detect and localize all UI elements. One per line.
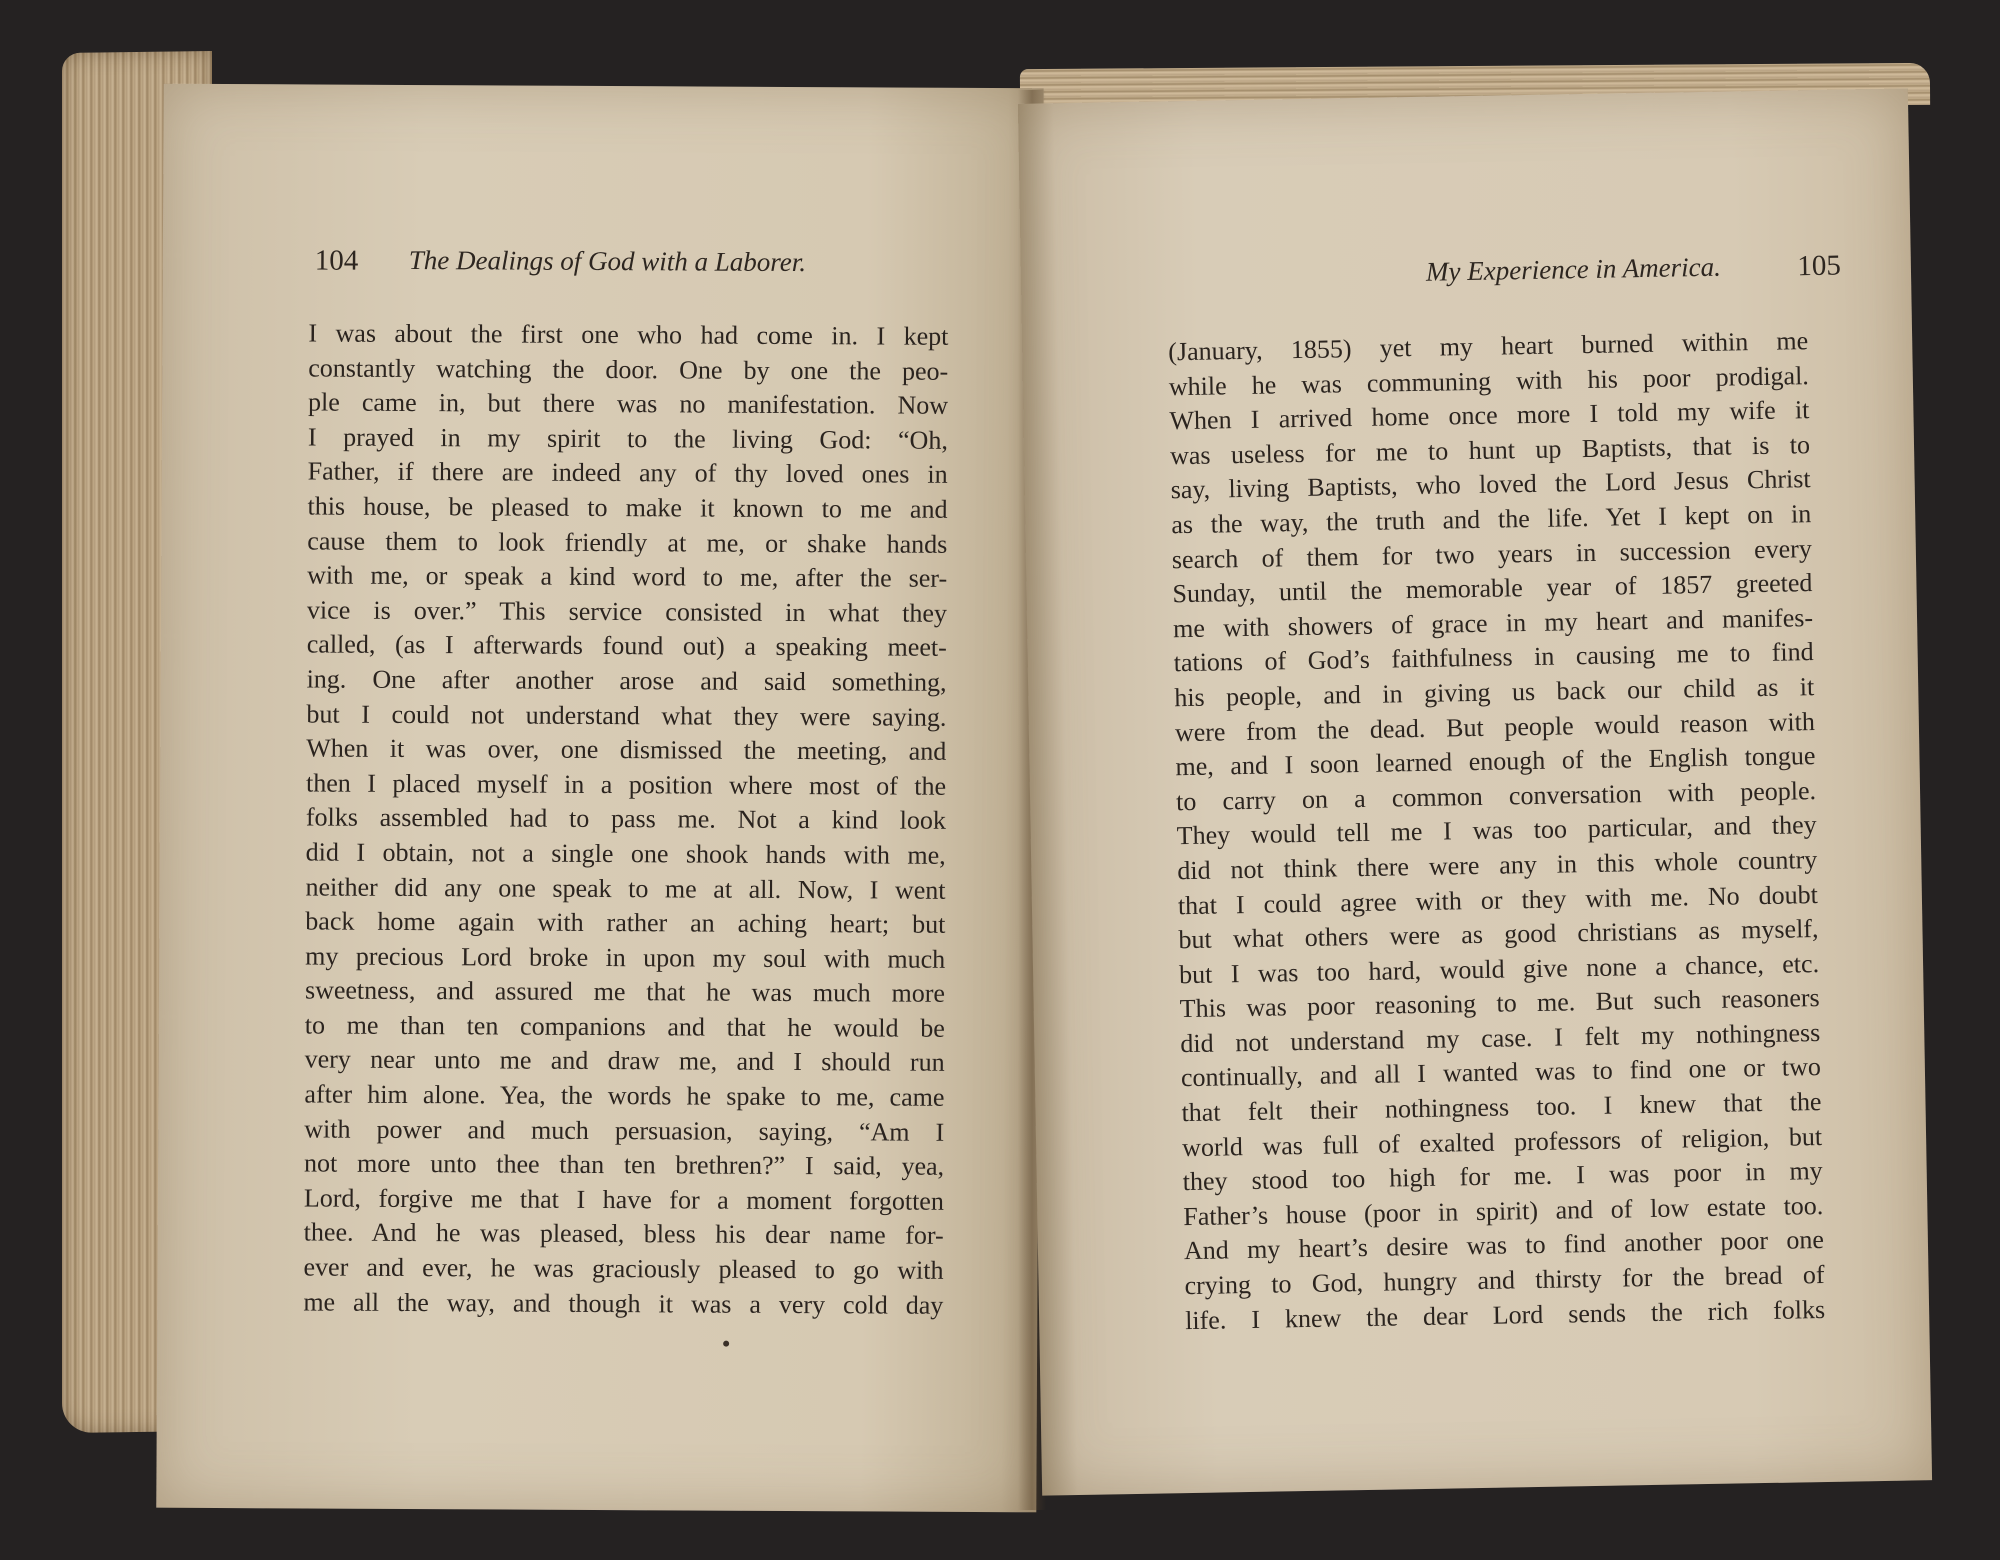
text-line: this house, be pleased to make it known to me and (307, 491, 948, 524)
text-line: (January, 1855) yet my heart burned within me (1168, 326, 1809, 367)
text-line: but I could not understand what they were saying. (306, 698, 947, 732)
left-running-title: The Dealings of God with a Laborer. (408, 244, 807, 278)
left-running-head (314, 244, 875, 278)
text-line: Father, if there are indeed any of thy loved ones in (307, 456, 948, 490)
text-line: tations of God’s faithfulness in causing me to find (1173, 637, 1814, 678)
text-line: ple came in, but there was no manifestation. Now (307, 387, 949, 421)
text-line: I was about the first one who had come in. I kept (308, 318, 949, 351)
text-line: sweetness, and assured me that he was much more (304, 975, 946, 1009)
ink-speck (723, 1341, 729, 1347)
text-line: say, living Baptists, who loved the Lord Jesus Christ (1170, 464, 1811, 505)
text-line: They would tell me I was too particular, and they (1176, 810, 1817, 851)
text-line: that felt their nothingness too. I knew that the (1181, 1087, 1822, 1128)
text-line: crying to God, hungry and thirsty for the bread of (1184, 1260, 1825, 1301)
right-page (1018, 88, 1932, 1495)
text-line: was useless for me to hunt up Baptists, that is to (1169, 429, 1811, 471)
text-line: And my heart’s desire was to find another poor one (1183, 1225, 1825, 1266)
text-line: my precious Lord broke in upon my soul with much (305, 941, 946, 974)
text-line: did not understand my case. I felt my nothingness (1180, 1017, 1821, 1059)
text-line: neither did any one speak to me at all. Now, I went (305, 871, 946, 905)
text-line: but what others were as good christians as myself, (1178, 914, 1819, 955)
text-line: I prayed in my spirit to the living God: “Oh, (307, 422, 948, 455)
right-page-text (1168, 324, 1825, 1338)
text-line: did not think there were any in this whole country (1177, 844, 1818, 886)
text-line: ing. One after another arose and said something, (306, 664, 947, 697)
text-line: very near unto me and draw me, and I should run (304, 1044, 945, 1078)
text-line: not more unto thee than ten brethren?” I said, yea, (304, 1148, 945, 1182)
text-line: ever and ever, he was graciously pleased to go with (303, 1252, 944, 1285)
text-line: while he was communing with his poor prodigal. (1168, 360, 1810, 401)
text-line: constantly watching the door. One by one the peo- (308, 353, 949, 386)
text-line: Lord, forgive me that I have for a moment forgotten (303, 1183, 944, 1216)
text-line: When I arrived home once more I told my wife it (1169, 395, 1810, 436)
text-line: life. I knew the dear Lord sends the rich folks (1184, 1294, 1826, 1335)
text-line: world was full of exalted professors of religion, but (1181, 1121, 1823, 1162)
text-line: to carry on a common conversation with people. (1175, 775, 1817, 816)
text-line: his people, and in giving us back our child as it (1174, 672, 1815, 713)
left-page-number: 104 (314, 244, 359, 277)
text-line: with power and much persuasion, saying, “Am I (304, 1114, 945, 1147)
text-line: called, (as I afterwards found out) a speaking meet- (306, 629, 947, 663)
text-line: folks assembled had to pass me. Not a kind look (305, 802, 946, 836)
text-line: cause them to look friendly at me, or shake hands (307, 526, 948, 559)
text-line: vice is over.” This service consisted in what they (306, 595, 948, 628)
text-line: back home again with rather an aching heart; but (305, 906, 946, 939)
text-line: This was poor reasoning to me. But such reasoners (1179, 983, 1820, 1024)
text-line: Father’s house (poor in spirit) and of low estate too. (1183, 1190, 1824, 1231)
text-line: as the way, the truth and the life. Yet I kept on in (1171, 499, 1812, 540)
left-page (156, 84, 1043, 1513)
text-line: did I obtain, not a single one shook hands with me, (305, 837, 946, 870)
text-line: me, and I soon learned enough of the English tongue (1175, 741, 1816, 782)
text-line: to me than ten companions and that he would be (304, 1010, 945, 1043)
text-line: then I placed myself in a position where most of the (306, 768, 947, 801)
text-line: but I was too hard, would give none a chance, etc. (1178, 948, 1820, 989)
text-line: with me, or speak a kind word to me, after the ser- (307, 560, 948, 593)
text-line: thee. And he was pleased, bless his dear name for- (303, 1217, 944, 1251)
text-line: search of them for two years in succession every (1171, 533, 1813, 574)
text-line: me with showers of grace in my heart and manifes- (1172, 602, 1814, 643)
right-running-title: My Experience in America. (1425, 251, 1722, 287)
text-line: me all the way, and though it was a very cold day (303, 1287, 944, 1320)
text-line: after him alone. Yea, the words he spake to me, came (304, 1079, 945, 1112)
right-page-number: 105 (1797, 249, 1842, 283)
right-running-head (1061, 249, 1842, 287)
text-line: they stood too high for me. I was poor in my (1182, 1156, 1823, 1197)
text-line: that I could agree with or they with me. No doubt (1177, 879, 1819, 920)
text-line: Sunday, until the memorable year of 1857 greeted (1172, 568, 1813, 609)
text-line: continually, and all I wanted was to find one or two (1180, 1052, 1822, 1093)
text-line: When it was over, one dismissed the meeting, and (306, 733, 947, 766)
left-page-text (303, 316, 948, 1323)
text-line: were from the dead. But people would reason with (1174, 706, 1816, 747)
